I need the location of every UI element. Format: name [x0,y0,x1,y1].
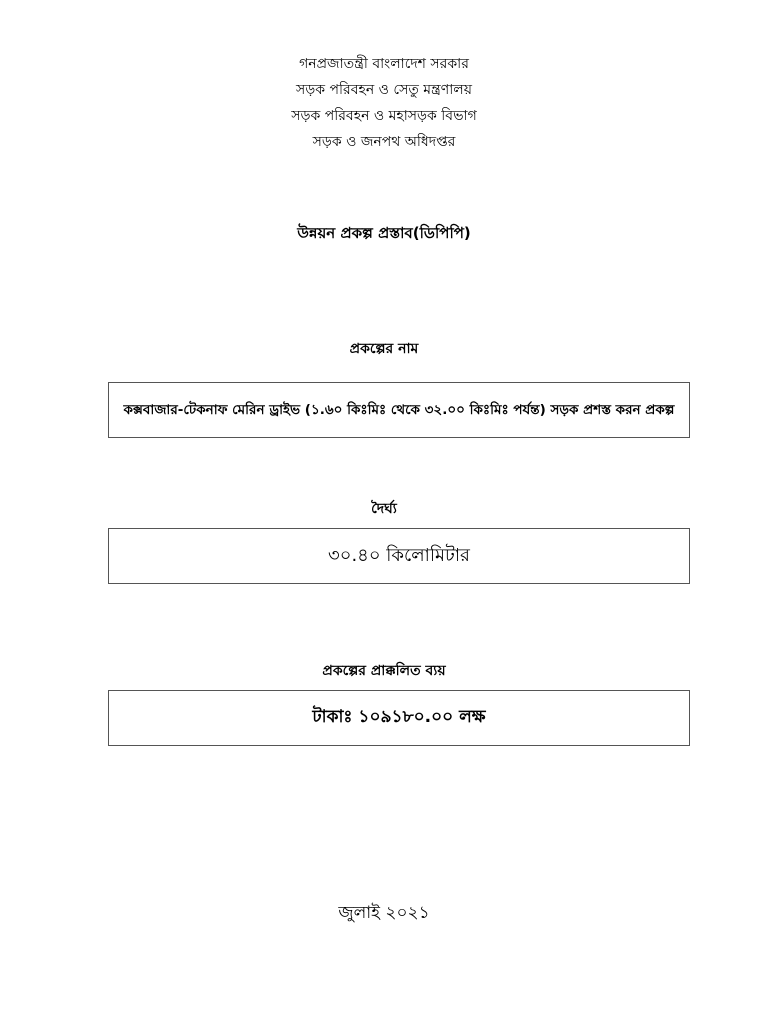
project-name-label: প্রকল্পের নাম [349,341,419,357]
header-division: সড়ক পরিবহন ও মহাসড়ক বিভাগ [291,108,477,124]
header-government: গনপ্রজাতন্ত্রী বাংলাদেশ সরকার [299,56,469,72]
header-department: সড়ক ও জনপথ অধিদপ্তর [312,134,456,150]
project-name-value: কক্সবাজার-টেকনাফ মেরিন ড্রাইভ (১.৬০ কিঃমিঃ থেকে ৩২.০০ কিঃমিঃ পর্যন্ত) সড়ক প্রশস্ত করন প্রকল্প [123,401,675,418]
estimated-cost-label: প্রকল্পের প্রাক্কলিত ব্যয় [322,663,446,679]
document-date: জুলাই ২০২১ [338,903,430,923]
length-value: ৩০.৪০ কিলোমিটার [328,544,470,566]
document-type-title: উন্নয়ন প্রকল্প প্রস্তাব(ডিপিপি) [297,224,471,242]
project-name-box [108,382,690,438]
estimated-cost-value: টাকাঃ ১০৯১৮০.০০ লক্ষ [312,707,486,727]
header-ministry: সড়ক পরিবহন ও সেতু মন্ত্রণালয় [296,82,472,98]
length-box [108,528,690,584]
length-label: দৈর্ঘ্য [371,501,397,517]
estimated-cost-box [108,690,690,746]
